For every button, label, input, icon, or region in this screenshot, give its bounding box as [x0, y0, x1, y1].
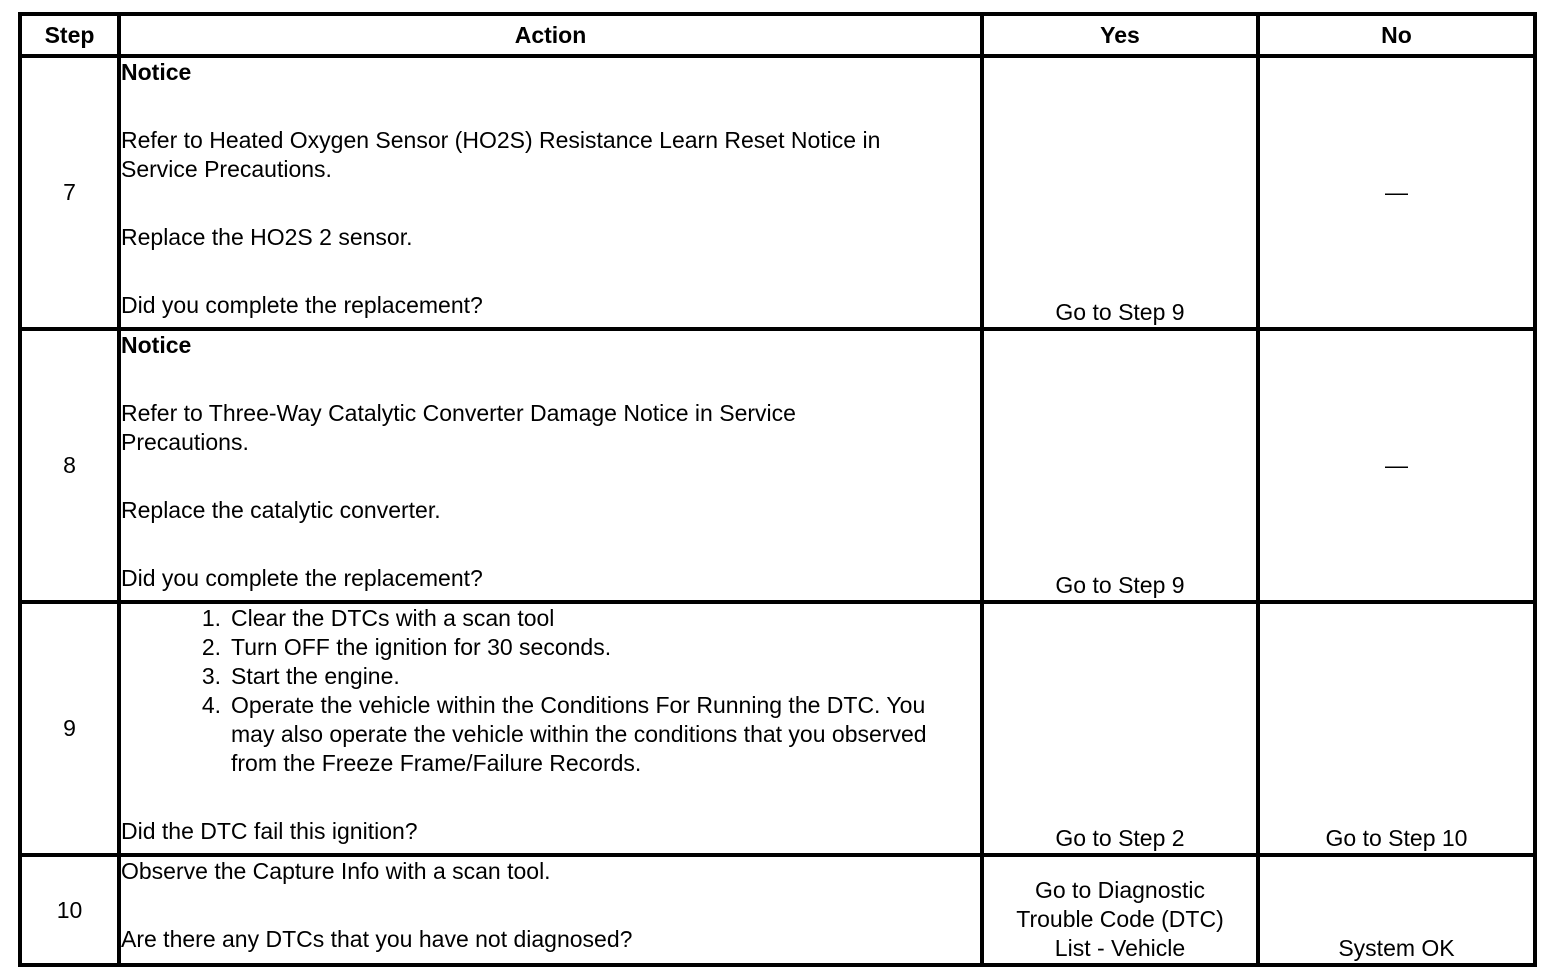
yes-cell: Go to Step 9 [982, 56, 1258, 329]
action-question: Are there any DTCs that you have not diagnosed? [121, 926, 633, 952]
list-item-text: Start the engine. [231, 663, 400, 689]
action-question: Did you complete the replacement? [121, 565, 483, 591]
yes-cell: Go to Step 2 [982, 602, 1258, 855]
step-number: 10 [20, 855, 119, 965]
action-instruction: Replace the HO2S 2 sensor. [121, 224, 413, 250]
action-question: Did you complete the replacement? [121, 292, 483, 318]
notice-heading: Notice [121, 59, 192, 85]
no-cell: — [1258, 56, 1535, 329]
no-cell: System OK [1258, 855, 1535, 965]
list-item [121, 633, 980, 662]
header-row [20, 14, 1535, 56]
list-item-number: 2. [201, 634, 221, 660]
list-item-text: Turn OFF the ignition for 30 seconds. [231, 634, 612, 660]
notice-text: Refer to Heated Oxygen Sensor (HO2S) Resistance Learn Reset Notice in Service Precautions. [121, 127, 881, 182]
list-item [121, 604, 980, 633]
action-instruction: Replace the catalytic converter. [121, 497, 441, 523]
notice-text: Refer to Three-Way Catalytic Converter Damage Notice in Service Precautions. [121, 400, 796, 455]
table-row-step-8 [20, 329, 1535, 602]
step-number: 9 [20, 602, 119, 855]
header-action: Action [119, 14, 982, 56]
yes-cell [982, 855, 1258, 965]
list-item [121, 662, 980, 691]
no-cell: Go to Step 10 [1258, 602, 1535, 855]
list-item-text: Operate the vehicle within the Conditions For Running the DTC. You may also operate the vehicle within the conditions that you observed from the Freeze Frame/Failure Records. [231, 692, 927, 776]
list-item [121, 691, 980, 778]
header-yes: Yes [982, 14, 1258, 56]
table-row-step-10 [20, 855, 1535, 965]
list-item-number: 3. [201, 663, 221, 689]
diagnostic-table [18, 12, 1537, 967]
yes-cell: Go to Step 9 [982, 329, 1258, 602]
step-number: 8 [20, 329, 119, 602]
header-step: Step [20, 14, 119, 56]
list-item-text: Clear the DTCs with a scan tool [231, 605, 555, 631]
list-item-number: 1. [201, 605, 221, 631]
list-item-number: 4. [201, 692, 221, 718]
no-cell: — [1258, 329, 1535, 602]
notice-heading: Notice [121, 332, 192, 358]
action-cell [119, 602, 982, 855]
header-no: No [1258, 14, 1535, 56]
table-row-step-9 [20, 602, 1535, 855]
procedure-list [121, 604, 980, 778]
action-instruction: Observe the Capture Info with a scan tool. [121, 858, 551, 884]
step-number: 7 [20, 56, 119, 329]
yes-cell-text: Go to Diagnostic Trouble Code (DTC) List - Vehicle [1016, 877, 1224, 961]
action-question: Did the DTC fail this ignition? [121, 818, 418, 844]
table-row-step-7 [20, 56, 1535, 329]
action-cell [119, 855, 982, 965]
action-cell [119, 56, 982, 329]
action-cell [119, 329, 982, 602]
